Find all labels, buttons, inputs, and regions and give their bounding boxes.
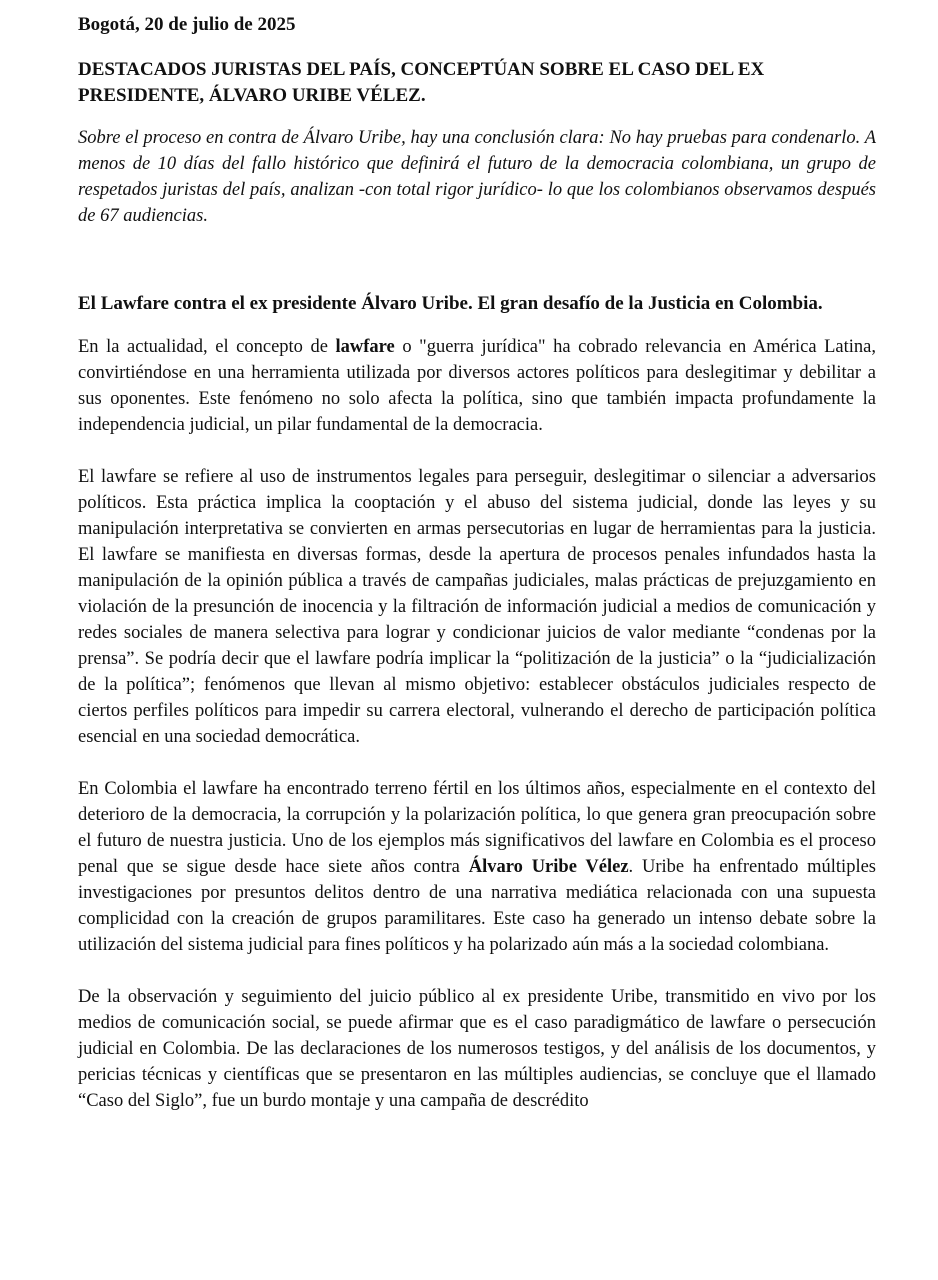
intro-paragraph: Sobre el proceso en contra de Álvaro Uribe, hay una conclusión clara: No hay pruebas para condenarlo. A menos de 10 días del fallo histórico que definirá el futuro de la democracia colombiana, un grupo de respetados juristas del país, analizan -con total rigor jurídico- lo que los colombianos observamos después de 67 audiencias. <box>78 128 876 226</box>
paragraph-text: . Uribe ha enfrentado múltiples investigaciones por presuntos delitos dentro de una narrativa mediática relacionada con una supuesta complicidad con la creación de grupos paramilitares. Este caso ha generado un intenso debate sobre la utilización del sistema judicial para fines políticos y ha polarizado aún más a la sociedad colombiana. <box>78 857 877 955</box>
paragraph-lawfare-concept <box>78 334 876 438</box>
bold-term-lawfare: lawfare <box>335 337 395 357</box>
paragraph-trial-observation: De la observación y seguimiento del juicio público al ex presidente Uribe, transmitido en vivo por los medios de comunicación social, se puede afirmar que es el caso paradigmático de lawfare o persecución judicial en Colombia. De las declaraciones de los numerosos testigos, y del análisis de los documentos, y pericias técnicas y científicas que se presentaron en las múltiples audiencias, se concluye que el llamado “Caso del Siglo”, fue un burdo montaje y una campaña de descrédito <box>78 987 876 1111</box>
paragraph-text: En Colombia el lawfare ha encontrado terreno fértil en los últimos años, especialmente en el contexto del deterioro de la democracia, la corrupción y la polarización política, lo que genera gran preocupación sobre el futuro de nuestra justicia. Uno de los ejemplos más significativos del lawfare en Colombia es el proceso penal que se sigue desde hace siete años contra <box>78 779 876 877</box>
paragraph-text: En la actualidad, el concepto de <box>78 337 336 357</box>
paragraph-lawfare-definition: El lawfare se refiere al uso de instrumentos legales para perseguir, deslegitimar o silenciar a adversarios políticos. Esta práctica implica la cooptación y el abuso del sistema judicial, donde las leyes y su manipulación interpretativa se convierten en armas persecutorias en lugar de herramientas para la justicia. El lawfare se manifiesta en diversas formas, desde la apertura de procesos penales infundados hasta la manipulación de la opinión pública a través de campañas judiciales, malas prácticas de prejuzgamiento en violación de la presunción de inocencia y la filtración de información judicial a medios de comunicación y redes sociales de manera selectiva para lograr y condicionar juicios de valor mediante “condenas por la prensa”. Se podría decir que el lawfare podría implicar la “politización de la justicia” o la “judicialización de la política”; fenómenos que llevan al mismo objetivo: establecer obstáculos judiciales respecto de ciertos perfiles políticos para impedir su carrera electoral, vulnerando el derecho de participación política esencial en una sociedad democrática. <box>78 467 876 747</box>
bold-name-uribe: Álvaro Uribe Vélez <box>468 857 629 877</box>
document-date: Bogotá, 20 de julio de 2025 <box>78 14 296 35</box>
paragraph-text: o "guerra jurídica" ha cobrado relevancia en América Latina, convirtiéndose en una herramienta utilizada por diversos actores políticos para deslegitimar y debilitar a sus oponentes. Este fenómeno no solo afecta la política, sino que también impacta profundamente la independencia judicial, un pilar fundamental de la democracia. <box>78 337 876 435</box>
section-title: El Lawfare contra el ex presidente Álvaro Uribe. El gran desafío de la Justicia en Colombia. <box>78 293 823 314</box>
paragraph-lawfare-colombia <box>78 776 876 958</box>
document-headline: DESTACADOS JURISTAS DEL PAÍS, CONCEPTÚAN SOBRE EL CASO DEL EX PRESIDENTE, ÁLVARO URIBE VÉLEZ. <box>78 59 765 106</box>
